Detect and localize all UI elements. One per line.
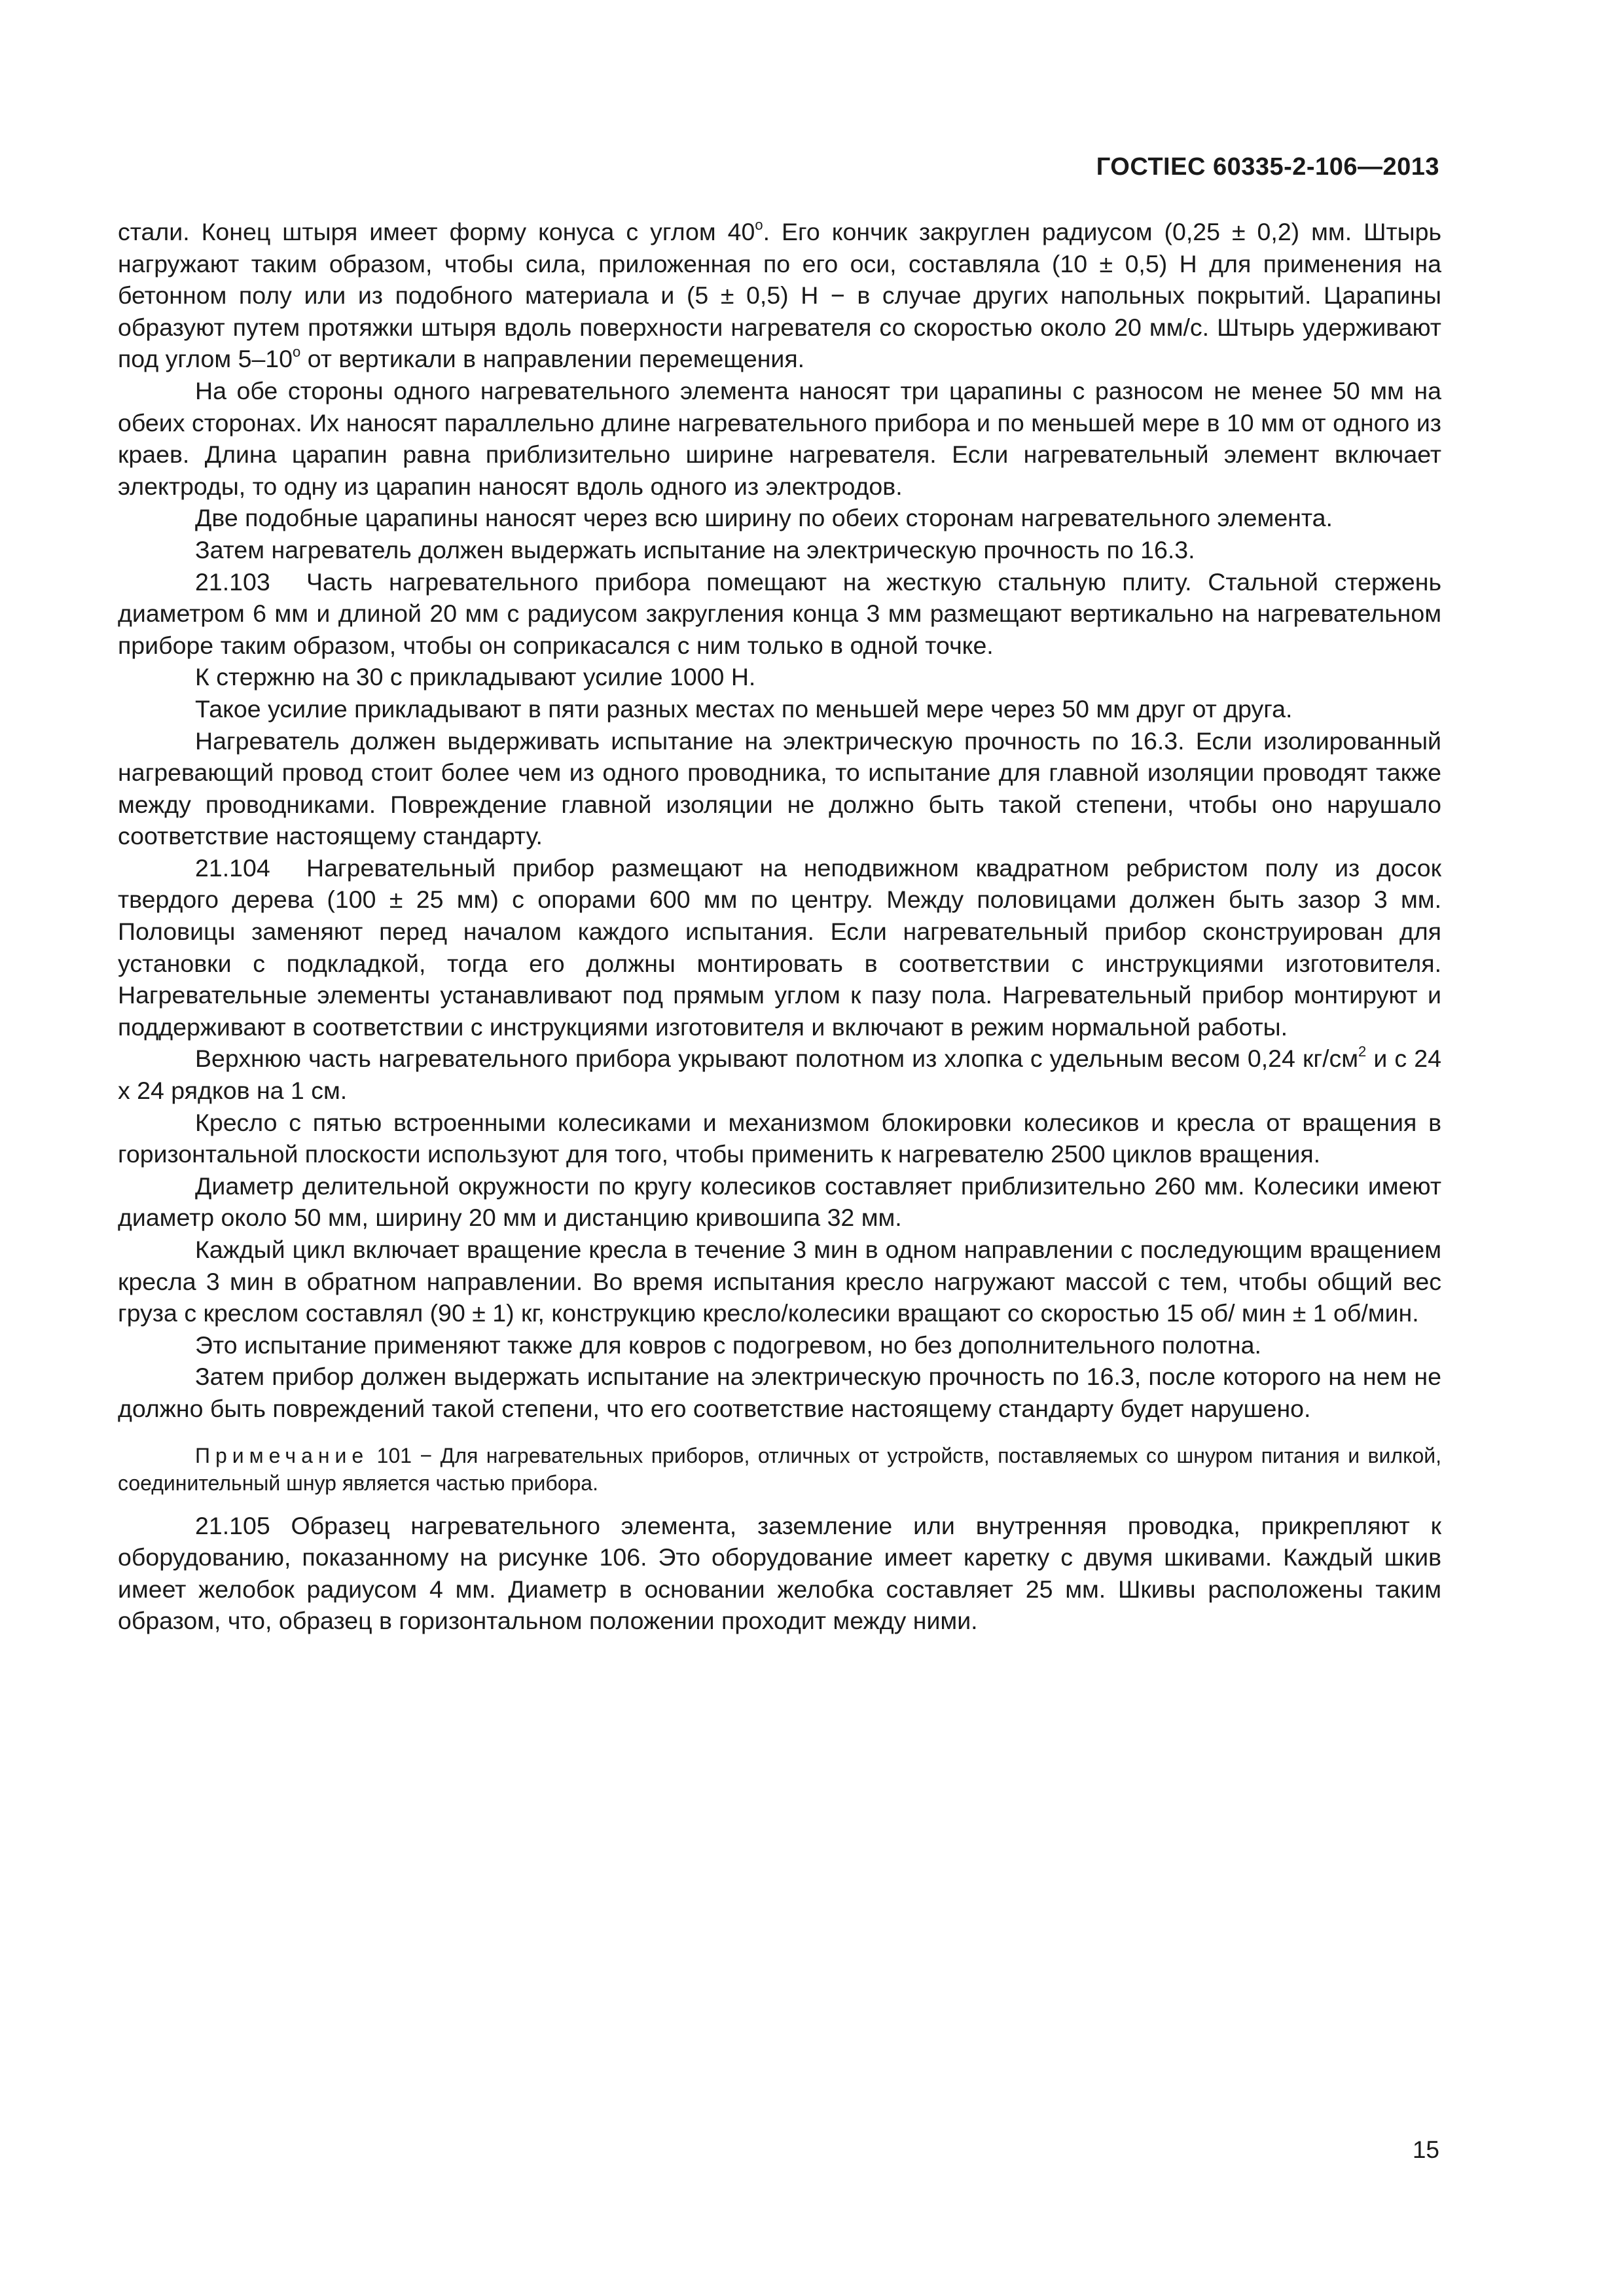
paragraph-10-part-a: Верхнюю часть нагревательного прибора укрывают полотном из хлопка с удельным весом 0,24 кг/см [195, 1045, 1359, 1073]
paragraph-3: Две подобные царапины наносят через всю ширину по обеих сторонам нагревательного элемента. [195, 504, 1333, 532]
paragraph-1-part-c: от вертикали в направлении перемещения. [300, 345, 805, 373]
clause-21-104 [118, 852, 1441, 1043]
paragraph-15: Затем прибор должен выдержать испытание на электрическую прочность по 16.3, после которого на нем не должно быть повреждений такой степени, что его соответствие настоящему стандарту будет нарушено. [118, 1363, 1441, 1422]
paragraph-13: Каждый цикл включает вращение кресла в течение 3 мин в одном направлении с последующим вращением кресла 3 мин в обратном направлении. Во время испытания кресло нагружают массой с тем, чтобы общий вес груза с креслом составлял (90 ± 1) кг, конструкцию кресло/колесики вращают со скоростью 15 об/ мин ± 1 об/мин. [118, 1236, 1441, 1327]
clause-number: 21.103 [195, 567, 270, 596]
clause-21-103 [118, 566, 1441, 662]
standard-header: ГОСТIEC 60335-2-106—2013 [1096, 153, 1439, 181]
degree-superscript: о [293, 344, 301, 361]
paragraph-8: Нагреватель должен выдерживать испытание на электрическую прочность по 16.3. Если изолированный нагревающий провод стоит более чем из одного проводника, то испытание для главной изоляции проводят также между проводниками. Повреждение главной изоляции не должно быть такой степени, чтобы оно нарушало соответствие настоящему стандарту. [118, 726, 1441, 850]
paragraph-1-part-a: стали. Конец штыря имеет форму конуса с углом 40 [118, 218, 755, 245]
note-text: 101 − Для нагревательных приборов, отличных от устройств, поставляемых со шнуром питания и вилкой, соединительный шнур является частью прибора. [118, 1443, 1441, 1495]
paragraph-14: Это испытание применяют также для ковров с подогревом, но без дополнительного полотна. [195, 1331, 1261, 1359]
clause-number: 21.104 [195, 853, 270, 882]
paragraph-4: Затем нагреватель должен выдержать испытание на электрическую прочность по 16.3. [195, 535, 1195, 564]
clause-text: Нагревательный прибор размещают на неподвижном квадратном ребристом полу из досок твердого дерева (100 ± 25 мм) с опорами 600 мм по центру. Между половицами должен быть зазор 3 мм. Половицы заменяют перед началом каждого испытания. Если нагревательный прибор сконструирован для установки с подкладкой, тогда его должны монтировать в соответствии с инструкциями изготовителя. Нагревательные элементы устанавливают под прямым углом к пазу пола. Нагревательный прибор монтируют и поддерживают в соответствии с инструкциями изготовителя и включают в режим нормальной работы. [118, 853, 1441, 1041]
paragraph-7: Такое усилие прикладывают в пяти разных местах по меньшей мере через 50 мм друг от друга. [195, 694, 1293, 723]
square-superscript: 2 [1358, 1043, 1367, 1060]
paragraph-1 [118, 216, 1441, 375]
paragraph-11: Кресло с пятью встроенными колесиками и механизмом блокировки колесиков и кресла от вращения в горизонтальной плоскости используют для того, чтобы применить к нагревателю 2500 циклов вращения. [118, 1108, 1441, 1168]
paragraph-12: Диаметр делительной окружности по кругу колесиков составляет приблизительно 260 мм. Колесики имеют диаметр около 50 мм, ширину 20 мм и дистанцию кривошипа 32 мм. [118, 1172, 1441, 1232]
paragraph-2: На обе стороны одного нагревательного элемента наносят три царапины с разносом не менее 50 мм на обеих сторонах. Их наносят параллельно длине нагревательного прибора и по меньшей мере в 10 мм от одного из краев. Длина царапин равна приблизительно ширине нагревателя. Если нагревательный элемент включает электроды, то одну из царапин наносят вдоль одного из электродов. [118, 376, 1441, 500]
degree-superscript: о [755, 217, 763, 233]
note-label: Примечание [195, 1443, 369, 1467]
note-101 [118, 1442, 1441, 1497]
paragraph-1-part-b: . Его кончик закруглен радиусом (0,25 ± 0,2) мм. Штырь нагружают таким образом, чтобы сила, приложенная по его оси, составляла (10 ± 0,5) Н для применения на бетонном полу или из подобного материала и (5 ± 0,5) Н − в случае других напольных покрытий. Царапины образуют путем протяжки штыря вдоль поверхности нагревателя со скоростью около 20 мм/с. Штырь удерживают под углом 5–10 [118, 218, 1442, 373]
clause-text: Часть нагревательного прибора помещают на жесткую стальную плиту. Стальной стержень диаметром 6 мм и длиной 20 мм с радиусом закругления конца 3 мм размещают вертикально на нагревательном приборе таким образом, чтобы он соприкасался с ним только в одной точке. [118, 567, 1441, 659]
paragraph-10 [118, 1043, 1441, 1106]
paragraph-6: К стержню на 30 с прикладывают усилие 1000 Н. [195, 663, 756, 691]
document-body [118, 216, 1441, 1637]
clause-21-105: 21.105 Образец нагревательного элемента, заземление или внутренняя проводка, прикрепляют к оборудованию, показанному на рисунке 106. Это оборудование имеет каретку с двумя шкивами. Каждый шкив имеет желобок радиусом 4 мм. Диаметр в основании желобка составляет 25 мм. Шкивы расположены таким образом, что, образец в горизонтальном положении проходит между ними. [118, 1511, 1441, 1635]
paragraph-10-part-b: и с 24 х 24 рядков на 1 см. [118, 1045, 1441, 1105]
page-number: 15 [1412, 2136, 1439, 2163]
